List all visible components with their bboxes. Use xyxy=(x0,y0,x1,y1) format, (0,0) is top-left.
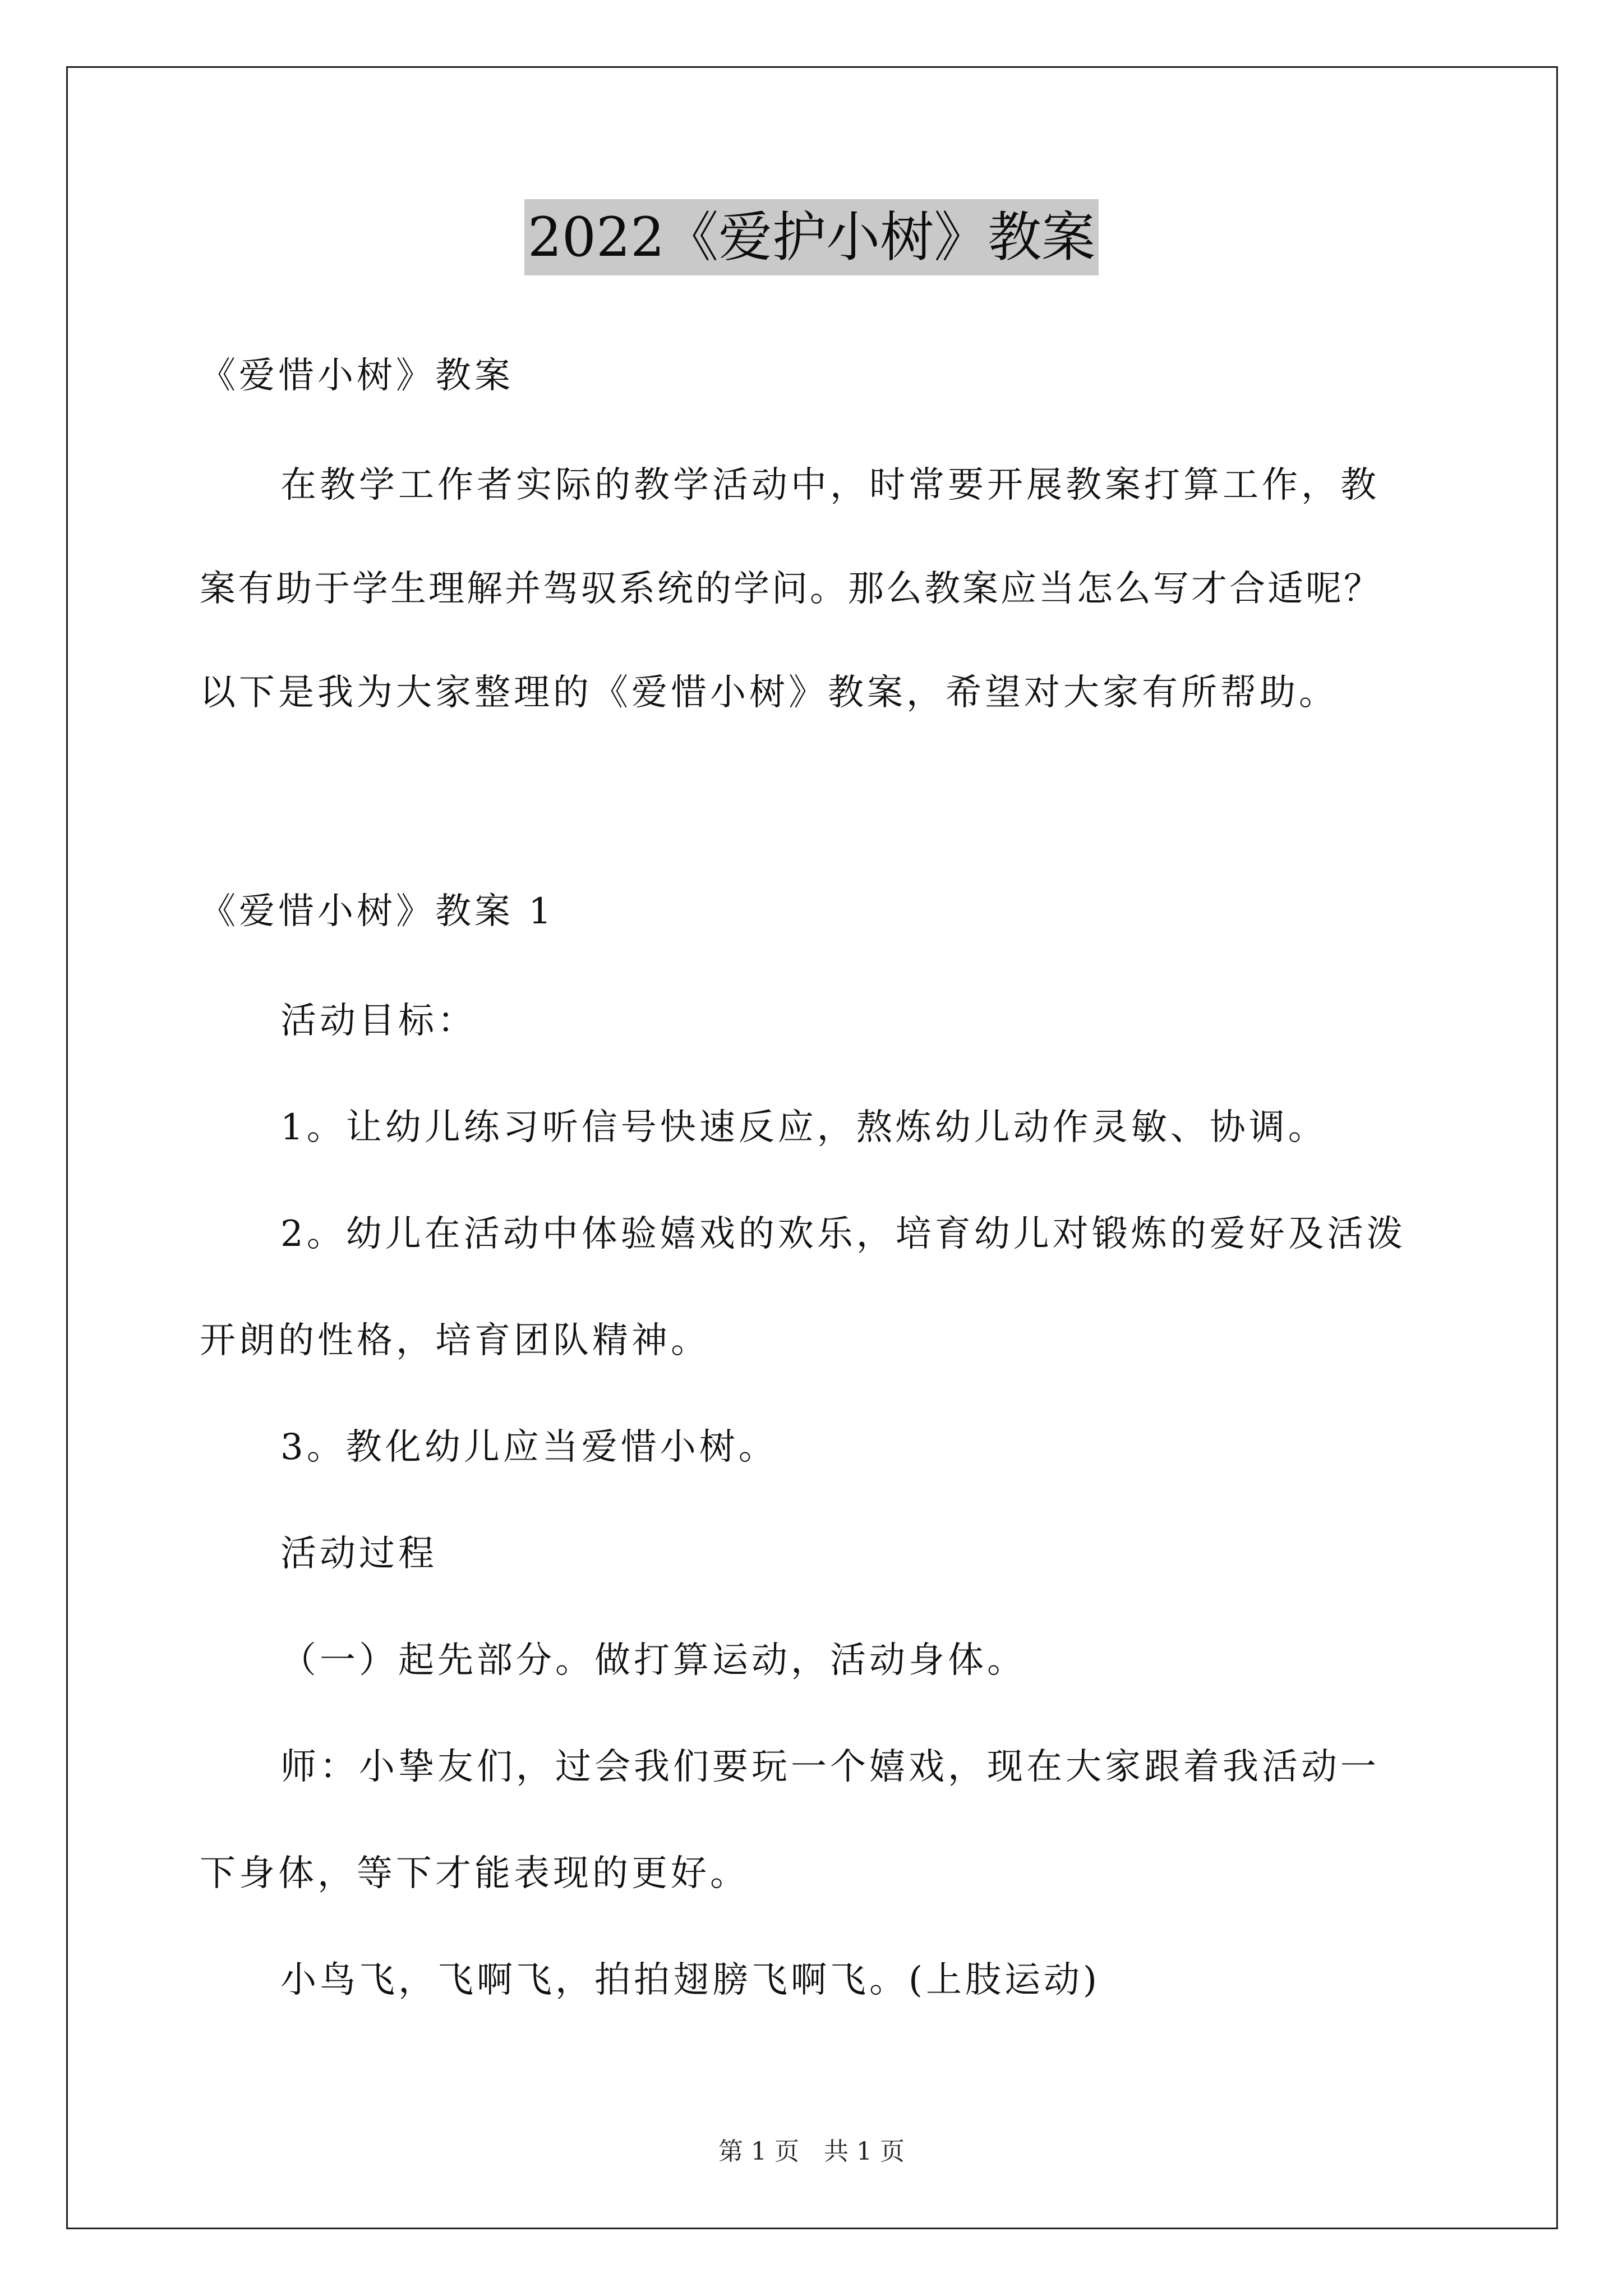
section-heading: 《爱惜小树》教案 1 xyxy=(200,891,555,932)
paragraph-line: 在教学工作者实际的教学活动中，时常要开展教案打算工作，教 xyxy=(280,464,1380,506)
title-container xyxy=(0,199,1623,275)
paragraph-line: 活动目标： xyxy=(280,1000,477,1042)
subtitle: 《爱惜小树》教案 xyxy=(200,355,514,397)
paragraph-line: 开朗的性格，培育团队精神。 xyxy=(200,1320,710,1361)
paragraph-line: 2。幼儿在活动中体验嬉戏的欢乐，培育幼儿对锻炼的爱好及活泼 xyxy=(280,1213,1406,1255)
paragraph-line: 1。让幼儿练习听信号快速反应，熬炼幼儿动作灵敏、协调。 xyxy=(280,1107,1327,1148)
paragraph-line: 3。教化幼儿应当爱惜小树。 xyxy=(280,1427,778,1468)
paragraph-line: 活动过程 xyxy=(280,1533,437,1575)
paragraph-line: 以下是我为大家整理的《爱惜小树》教案，希望对大家有所帮助。 xyxy=(200,672,1338,714)
paragraph-line: 下身体，等下才能表现的更好。 xyxy=(200,1853,749,1894)
paragraph-line: 案有助于学生理解并驾驭系统的学问。那么教案应当怎么写才合适呢？ xyxy=(200,568,1382,610)
paragraph-line: 师：小挚友们，过会我们要玩一个嬉戏，现在大家跟着我活动一 xyxy=(280,1746,1380,1788)
paragraph-line: （一）起先部分。做打算运动，活动身体。 xyxy=(280,1640,1026,1681)
paragraph-line: 小鸟飞，飞啊飞，拍拍翅膀飞啊飞。(上肢运动) xyxy=(280,1959,1100,2001)
page-footer: 第 1 页 共 1 页 xyxy=(718,2137,905,2166)
document-title: 2022《爱护小树》教案 xyxy=(524,199,1099,275)
